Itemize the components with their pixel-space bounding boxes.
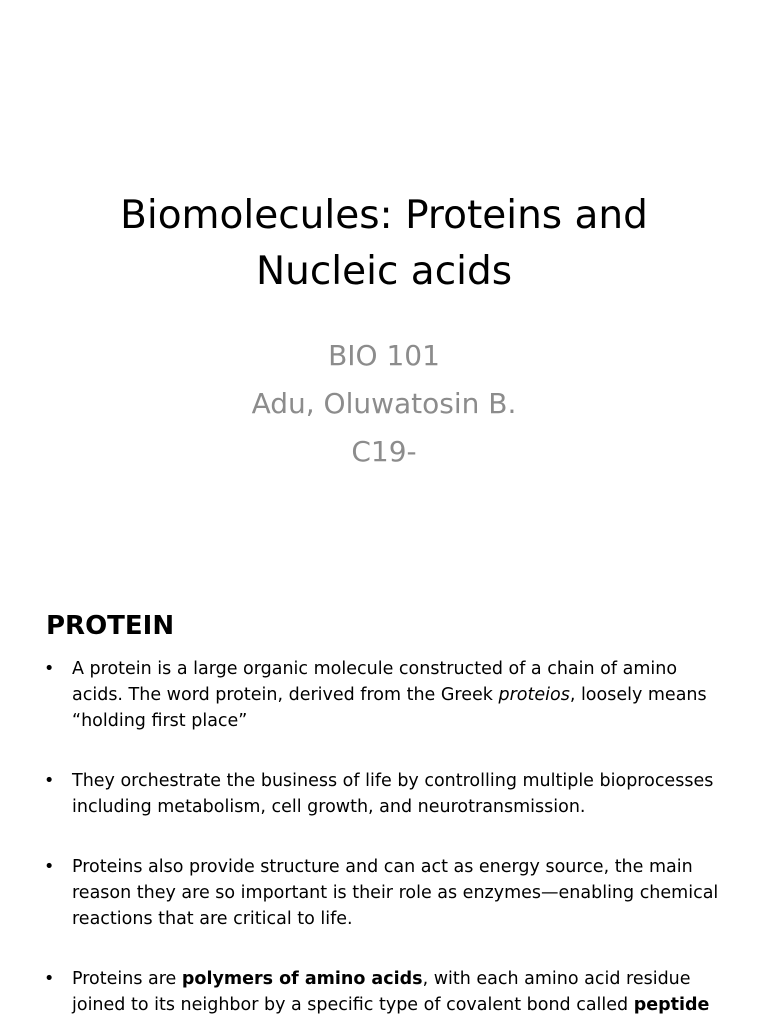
bullet-bold-term: polymers of amino acids [181, 969, 423, 989]
title-line-2: Nucleic acids [255, 249, 513, 294]
bullet-text: , loosely means “holding first place” [72, 685, 707, 731]
author-name: Adu, Oluwatosin B. [251, 387, 517, 420]
title-line-1: Biomolecules: Proteins and [120, 193, 648, 238]
bullet-item [44, 768, 728, 820]
bullet-text: Proteins also provide structure and can act as energy source, the main reason they are so important is their role as enzymes—enabling chemical reactions that are critical to life. [72, 857, 719, 929]
course-code: BIO 101 [328, 339, 440, 372]
bullet-text: , with each amino acid residue joined to its neighbor by a specific type of covalent bond called [72, 969, 691, 1015]
slide-title [60, 188, 708, 300]
bullet-text: A protein is a large organic molecule constructed of a chain of amino acids. The word protein, derived from the Greek [72, 659, 678, 705]
session-code: C19- [351, 435, 417, 468]
bullet-text: Proteins are [72, 969, 182, 989]
bullet-list [44, 656, 728, 1018]
bullet-text: They orchestrate the business of life by controlling multiple bioprocesses including metabolism, cell growth, and neurotransmission. [72, 771, 714, 817]
bullet-item [44, 854, 728, 932]
content-slide [0, 576, 768, 1024]
bullet-italic-term: proteios [498, 685, 570, 705]
bullet-item [44, 656, 728, 734]
bullet-bold-term: peptide [633, 995, 710, 1015]
slide-subtitle [60, 332, 708, 476]
bullet-item [44, 966, 728, 1018]
section-heading: PROTEIN [46, 611, 175, 641]
